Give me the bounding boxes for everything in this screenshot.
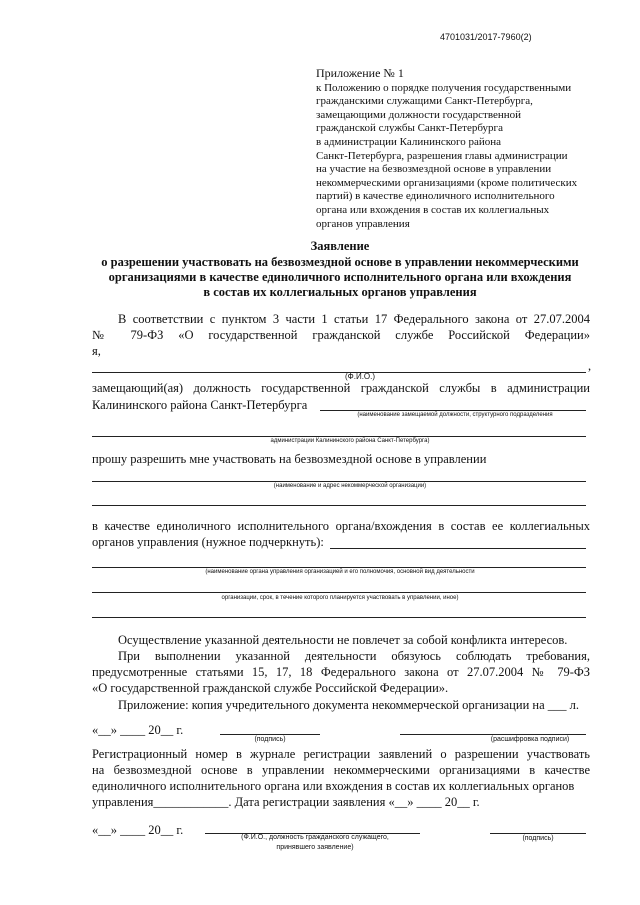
para1-line2: № 79-ФЗ «О государственной гражданской службе Российской Федерации» xyxy=(92,328,590,342)
date-1: «__» ____ 20__ г. xyxy=(92,723,184,737)
para5-line1: Осуществление указанной деятельности не повлечет за собой конфликта интересов. xyxy=(118,633,568,647)
appendix-line: органов управления xyxy=(316,217,410,230)
para5-line3: предусмотренные статьями 15, 17, 18 Федерального закона от 27.07.2004 № 79-ФЗ xyxy=(92,665,590,679)
term-field-line-2[interactable] xyxy=(92,617,586,618)
official-signature-line[interactable] xyxy=(490,833,586,834)
statement-subtitle-line: о разрешении участвовать на безвозмездной основе в управлении некоммерческими xyxy=(101,255,579,269)
organization-field-line[interactable] xyxy=(92,481,586,482)
signature-decode-caption: (расшифровка подписи) xyxy=(490,736,570,743)
appendix-line: Санкт-Петербурга, разрешения главы администрации xyxy=(316,149,568,162)
signature-line[interactable] xyxy=(220,734,320,735)
comma: , xyxy=(588,359,592,373)
appendix-line: гражданской службы Санкт-Петербурга xyxy=(316,122,503,135)
appendix-line: органа или вхождения в состав их коллегиальных xyxy=(316,203,550,216)
appendix-block xyxy=(316,67,626,231)
para6-line3: единоличного исполнительного органа или вхождения в состав их коллегиальных органов xyxy=(92,779,575,793)
document-number: 4701031/2017-7960(2) xyxy=(440,32,532,42)
statement-subtitle-line: в состав их коллегиальных органов управления xyxy=(203,285,477,299)
para5-line2: При выполнении указанной деятельности обязуюсь соблюдать требования, xyxy=(118,649,590,663)
appendix-line: к Положению о порядке получения государственными xyxy=(316,81,572,94)
para1-line1: В соответствии с пунктом 3 части 1 статьи 17 Федерального закона от 27.07.2004 xyxy=(118,312,590,326)
para5-line5: Приложение: копия учредительного документа некоммерческой организации на ___ л. xyxy=(118,698,579,712)
term-field-line[interactable] xyxy=(92,592,586,593)
governing-body-field-line[interactable] xyxy=(330,548,586,549)
para6-line4: управления____________. Дата регистрации заявления «__» ____ 20__ г. xyxy=(92,795,480,809)
organization-caption: (наименование и адрес некоммерческой организации) xyxy=(273,483,427,489)
para2-line1: замещающий(ая) должность государственной гражданской службы в администрации xyxy=(92,381,590,395)
governing-body-caption: (наименование органа управления организацией и его полномочия, основной вид деятельности xyxy=(205,569,475,575)
official-fio-caption: (Ф.И.О., должность гражданского служащего, xyxy=(241,834,389,841)
statement-subtitle-line: организациями в качестве единоличного исполнительного органа или вхождения xyxy=(108,270,572,284)
admin-caption: администрации Калининского района Санкт-Петербурга) xyxy=(270,438,430,444)
appendix-title: Приложение № 1 xyxy=(316,66,404,80)
para2-line2: Калининского района Санкт-Петербурга xyxy=(92,398,308,412)
appendix-line: партий) в качестве единоличного исполнительного xyxy=(316,190,555,203)
para6-line1: Регистрационный номер в журнале регистрации заявлений о разрешении участвовать xyxy=(92,747,590,761)
para4-line1: в качестве единоличного исполнительного органа/вхождения в состав ее коллегиальных xyxy=(92,519,590,533)
appendix-line: замещающими должности государственной xyxy=(316,108,522,121)
official-fio-caption-2: принявшего заявление) xyxy=(276,844,354,851)
appendix-line: в администрации Калининского района xyxy=(316,135,502,148)
para1-line3: я, xyxy=(92,344,101,358)
para3-line1: прошу разрешить мне участвовать на безвозмездной основе в управлении xyxy=(92,452,487,466)
date-2: «__» ____ 20__ г. xyxy=(92,823,184,837)
para4-line2: органов управления (нужное подчеркнуть): xyxy=(92,535,324,549)
fio-caption: (Ф.И.О.) xyxy=(344,372,376,381)
term-caption: организации, срок, в течение которого планируется участвовать в управлении, иное) xyxy=(221,595,459,601)
organization-field-line-2[interactable] xyxy=(92,505,586,506)
statement-title: Заявление xyxy=(310,239,370,253)
official-signature-caption: (подпись) xyxy=(522,835,554,842)
signature-decode-line[interactable] xyxy=(400,734,586,735)
appendix-line: гражданскими служащими Санкт-Петербурга, xyxy=(316,95,533,108)
para5-line4: «О государственной гражданской службе Российской Федерации». xyxy=(92,681,449,695)
governing-body-field-line-2[interactable] xyxy=(92,567,586,568)
para6-line2: на безвозмездной основе в управлении некоммерческими организациями в качестве xyxy=(92,763,590,777)
appendix-line: на участие на безвозмездной основе в управлении xyxy=(316,163,552,176)
position-caption: (наименование замещаемой должности, структурного подразделения xyxy=(357,412,553,418)
position-field-line[interactable] xyxy=(320,410,586,411)
appendix-line: некоммерческими организациями (кроме политических xyxy=(316,176,578,189)
position-field-line-2[interactable] xyxy=(92,436,586,437)
signature-caption: (подпись) xyxy=(254,736,286,743)
